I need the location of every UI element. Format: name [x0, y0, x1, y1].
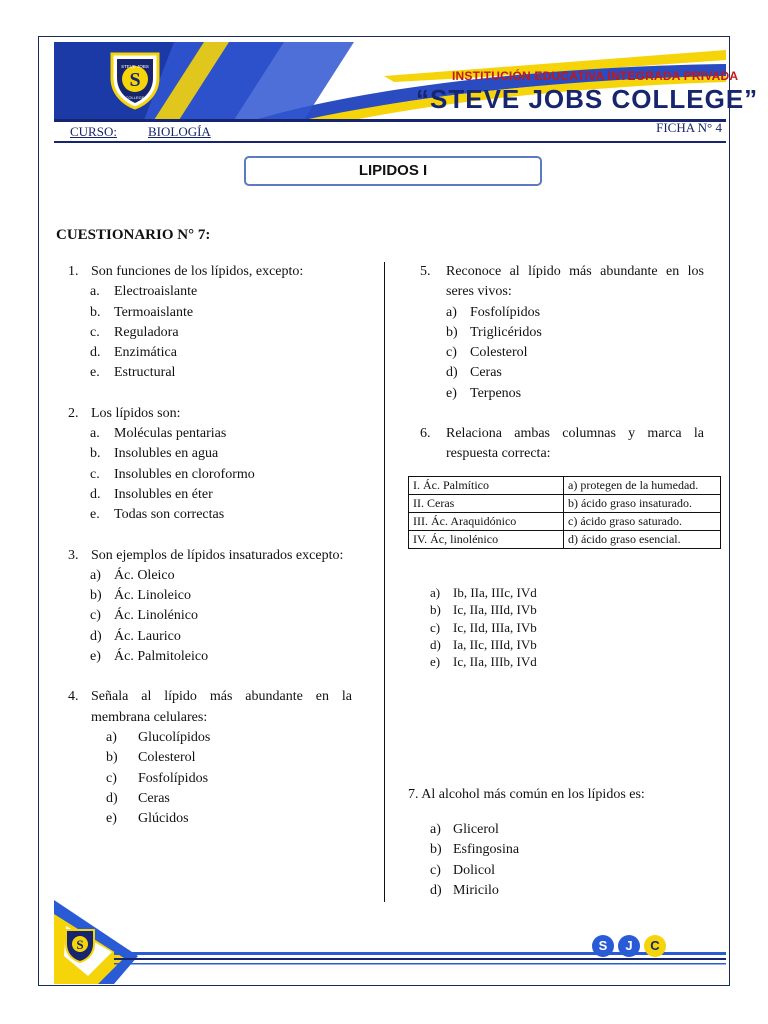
option: b) Ác. Linoleico: [90, 588, 191, 604]
option: a. Moléculas pentarias: [90, 426, 227, 442]
course-label: CURSO:: [70, 124, 117, 139]
question-4: 4. Señala al lípido más abundante en la membrana celulares:: [68, 689, 352, 725]
school-logo: [106, 48, 164, 110]
right-column: [400, 262, 704, 465]
question-7-options: [430, 820, 519, 901]
question-text: Son funciones de los lípidos, excepto:: [91, 264, 304, 279]
option: d) Ceras: [446, 365, 502, 381]
question-1: 1. Son funciones de los lípidos, excepto:: [68, 264, 304, 279]
badge-s: S: [592, 935, 614, 957]
option: e) Terpenos: [446, 385, 522, 401]
question-5-options: [400, 303, 704, 404]
option: b) Triglicéridos: [446, 324, 542, 340]
option: d) Ác. Laurico: [90, 628, 181, 644]
option: d. Insolubles en éter: [90, 486, 213, 502]
table-row: I. Ác. Palmítico a) protegen de la humedad.: [409, 477, 721, 495]
question-1-options: [56, 282, 352, 383]
option: d) Ia, IIc, IIId, IVb: [430, 636, 537, 652]
badge-j: J: [618, 935, 640, 957]
option: e. Todas son correctas: [90, 507, 225, 523]
option: b. Insolubles en agua: [90, 446, 219, 462]
option: c. Reguladora: [90, 324, 179, 340]
question-text: Los lípidos son:: [91, 405, 181, 421]
option: a) Fosfolípidos: [446, 304, 541, 320]
institution-name: “STEVE JOBS COLLEGE”: [416, 84, 759, 114]
question-5: 5. Reconoce al lípido más abundante en los seres vivos:: [420, 264, 704, 300]
ficha-number: FICHA N° 4: [656, 120, 722, 135]
option: a) Ác. Oleico: [90, 567, 175, 583]
questionnaire-title: CUESTIONARIO N° 7:: [56, 227, 211, 243]
option: a) Ib, IIa, IIIc, IVd: [430, 585, 537, 600]
page-title: LIPIDOS I: [244, 156, 542, 186]
question-text: Son ejemplos de lípidos insaturados excepto:: [91, 547, 344, 563]
question-6: 6. Relaciona ambas columnas y marca la respuesta correcta:: [420, 426, 704, 462]
question-7: 7. Al alcohol más común en los lípidos es:: [408, 787, 645, 802]
option: e) Glúcidos: [106, 811, 189, 827]
option: c) Colesterol: [446, 345, 528, 361]
question-2: 2. Los lípidos son:: [68, 405, 181, 421]
table-row: IV. Ác, linolénico d) ácido graso esencial.: [409, 531, 721, 549]
option: e) Ic, IIa, IIIb, IVd: [430, 654, 537, 670]
option: c) Ác. Linolénico: [90, 608, 198, 624]
option: d) Miricilo: [430, 882, 499, 898]
table-row: II. Ceras b) ácido graso insaturado.: [409, 495, 721, 513]
question-3-options: [56, 566, 352, 667]
option: e) Ác. Palmitoleico: [90, 649, 209, 665]
option: b) Esfingosina: [430, 842, 520, 858]
option: d. Enzimática: [90, 345, 177, 361]
question-2-options: [56, 424, 352, 525]
left-column: [56, 262, 352, 829]
question-text: Reconoce al lípido más abundante en los seres vivos:: [446, 264, 704, 300]
option: e. Estructural: [90, 365, 176, 381]
option: c) Fosfolípidos: [106, 770, 209, 786]
institution-type: INSTITUCIÓN EDUCATIVA INTEGRADA PRIVADA: [452, 69, 739, 83]
question-text: Señala al lípido más abundante en la membrana celulares:: [91, 689, 352, 725]
option: b) Ic, IIa, IIId, IVb: [430, 602, 537, 618]
course-bar: [54, 119, 726, 143]
question-4-options: [56, 728, 352, 829]
option: c) Dolicol: [430, 862, 495, 878]
option: b. Termoaislante: [90, 304, 194, 320]
matching-table: [408, 476, 721, 549]
question-3: 3. Son ejemplos de lípidos insaturados excepto:: [68, 547, 344, 563]
option: d) Ceras: [106, 790, 170, 806]
option: c) Ic, IId, IIIa, IVb: [430, 619, 537, 635]
svg-text:COLLEGE: COLLEGE: [125, 95, 145, 100]
option: b) Colesterol: [106, 750, 196, 766]
column-divider: [384, 262, 385, 902]
svg-text:S: S: [129, 69, 141, 91]
badge-c: C: [644, 935, 666, 957]
option: a) Glicerol: [430, 822, 499, 837]
svg-text:S: S: [76, 937, 84, 952]
question-text: Al alcohol más común en los lípidos es:: [421, 787, 645, 802]
table-row: III. Ác. Araquidónico c) ácido graso saturado.: [409, 513, 721, 531]
course-name: BIOLOGÍA: [148, 124, 211, 139]
option: c. Insolubles en cloroformo: [90, 466, 255, 482]
svg-text:STEVE JOBS: STEVE JOBS: [121, 64, 149, 69]
option: a) Glucolípidos: [106, 729, 211, 745]
option: a. Electroaislante: [90, 284, 198, 300]
question-text: Relaciona ambas columnas y marca la respuesta correcta:: [446, 426, 704, 462]
question-6-options: [430, 584, 537, 670]
